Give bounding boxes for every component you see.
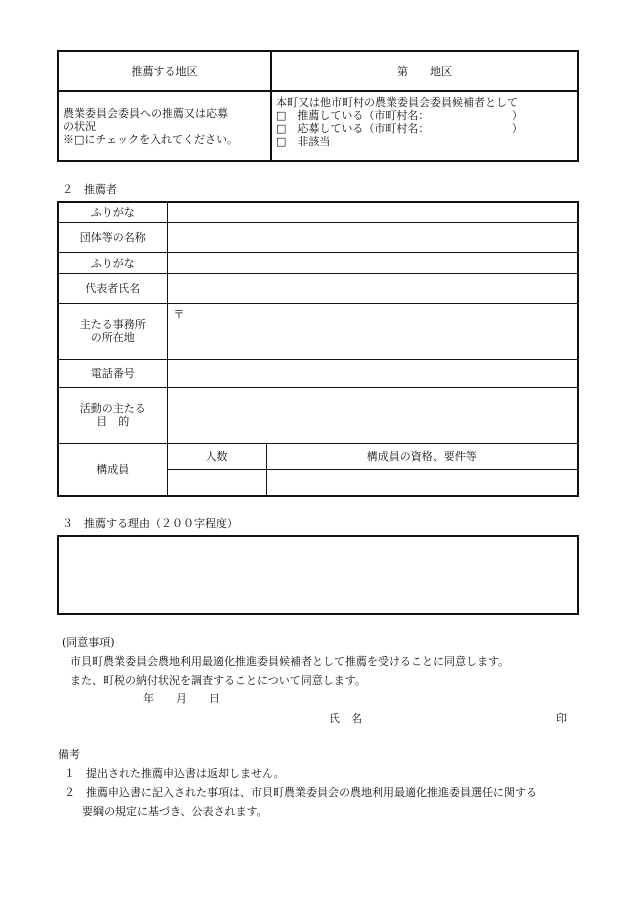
note-item-2: ２ 推薦申込書に記入された事項は、市貝町農業委員会の農地利用最適化推進委員選任に関する	[64, 786, 537, 799]
rep-name-field[interactable]	[167, 273, 578, 303]
consent-heading: (同意事項)	[62, 636, 115, 649]
furigana-org-field[interactable]	[167, 202, 578, 222]
label-members-count: 人数	[167, 443, 266, 469]
district-number-field[interactable]: 第 地区	[271, 51, 578, 91]
org-name-field[interactable]	[167, 222, 578, 252]
option-applied[interactable]: □ 応募している（市町村名： ）	[276, 122, 523, 135]
label-status: 農業委員会委員への推薦又は応募 の状況 ※□にチェックを入れてください。	[58, 91, 271, 161]
notes-heading: 備考	[58, 748, 80, 761]
status-options	[271, 91, 578, 161]
label-address: 主たる事務所 の所在地	[58, 303, 167, 359]
section2-title: ２ 推薦者	[62, 183, 117, 196]
consent-date[interactable]: 年 月 日	[143, 692, 220, 705]
postal-mark: 〒	[173, 307, 185, 321]
reason-field[interactable]	[57, 535, 579, 615]
note-item-1: １ 提出された推薦申込書は返却しません。	[64, 767, 285, 780]
label-furigana-org: ふりがな	[58, 202, 167, 222]
option-recommended[interactable]: □ 推薦している（市町村名： ）	[276, 109, 523, 122]
label-members-qual: 構成員の資格、要件等	[266, 443, 578, 469]
consent-line-2: また、町税の納付状況を調査することについて同意します。	[70, 674, 366, 687]
label-members: 構成員	[58, 443, 167, 496]
option-none[interactable]: □ 非該当	[276, 135, 331, 148]
phone-field[interactable]	[167, 359, 578, 387]
status-header: 本町又は他市町村の農業委員会委員候補者として	[276, 96, 518, 109]
seal-mark: 印	[556, 712, 567, 725]
consent-name-label: 氏 名	[329, 712, 362, 725]
label-furigana-rep: ふりがな	[58, 252, 167, 273]
consent-line-1: 市貝町農業委員会農地利用最適化推進委員候補者として推薦を受けることに同意します。	[70, 655, 510, 668]
note-item-2-cont: 要綱の規定に基づき、公表されます。	[82, 805, 268, 818]
label-rep-name: 代表者氏名	[58, 273, 167, 303]
label-org-name: 団体等の名称	[58, 222, 167, 252]
recommender-table	[57, 201, 579, 497]
members-qual-field[interactable]	[266, 469, 578, 496]
label-purpose: 活動の主たる 目 的	[58, 387, 167, 443]
address-field[interactable]	[167, 303, 578, 359]
purpose-field[interactable]	[167, 387, 578, 443]
furigana-rep-field[interactable]	[167, 252, 578, 273]
members-count-field[interactable]	[167, 469, 266, 496]
district-table	[57, 50, 579, 162]
label-district: 推薦する地区	[58, 51, 271, 91]
label-phone: 電話番号	[58, 359, 167, 387]
section3-title: ３ 推薦する理由（２００字程度）	[62, 517, 238, 530]
